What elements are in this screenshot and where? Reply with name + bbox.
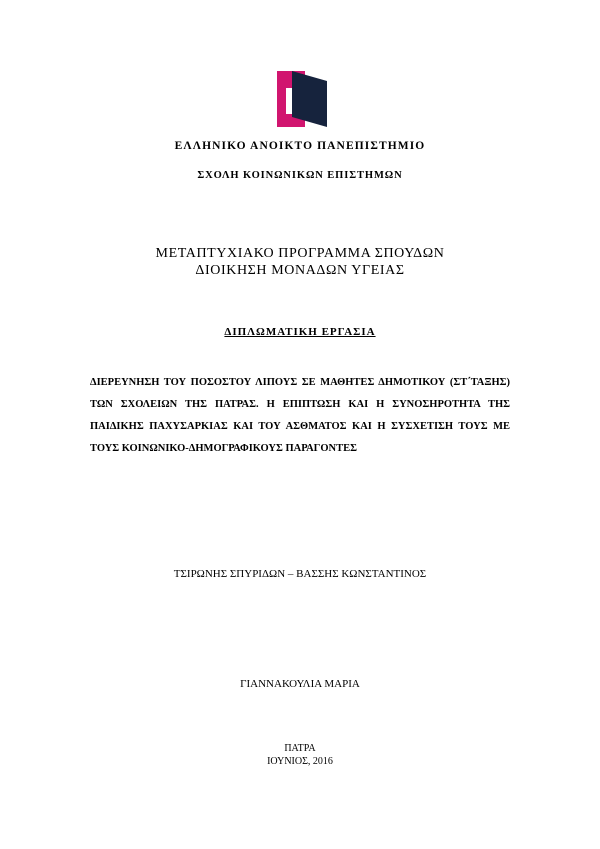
supervisor: ΓΙΑΝΝΑΚΟΥΛΙΑ ΜΑΡΙΑ (240, 678, 360, 690)
thesis-title: ΔΙΕΡΕΥΝΗΣΗ ΤΟΥ ΠΟΣΟΣΤΟΥ ΛΙΠΟΥΣ ΣΕ ΜΑΘΗΤΕΣ ΔΗΜΟΤΙΚΟΥ (ΣΤ΄ΤΑΞΗΣ) ΤΩΝ ΣΧΟΛΕΙΩΝ ΤΗΣ ΠΑΤΡΑΣ. Η ΕΠΙΠΤΩΣΗ ΚΑΙ Η ΣΥΝΟΣΗΡΟΤΗΤΑ ΤΗΣ ΠΑΙΔΙΚΗΣ ΠΑΧΥΣΑΡΚΙΑΣ ΚΑΙ ΤΟΥ ΑΣΘΜΑΤΟΣ ΚΑΙ Η ΣΥΣΧΕΤΙΣΗ ΤΟΥΣ ΜΕ ΤΟΥΣ ΚΟΙΝΩΝΙΚΟ-ΔΗΜΟΓΡΑΦΙΚΟΥΣ ΠΑΡΑΓΟΝΤΕΣ (90, 377, 510, 454)
city: ΠΑΤΡΑ (284, 743, 316, 754)
date: ΙΟΥΝΙΟΣ, 2016 (267, 756, 333, 767)
university-name: ΕΛΛΗΝΙΚΟ ΑΝΟΙΚΤΟ ΠΑΝΕΠΙΣΤΗΜΙΟ (174, 140, 426, 152)
university-logo (277, 71, 327, 127)
authors: ΤΣΙΡΩΝΗΣ ΣΠΥΡΙΔΩΝ – ΒΑΣΣΗΣ ΚΩΝΣΤΑΝΤΙΝΟΣ (173, 568, 427, 580)
university-logo-icon (277, 71, 327, 127)
program-title (0, 245, 600, 279)
thesis-type-heading: ΔΙΠΛΩΜΑΤΙΚΗ ΕΡΓΑΣΙΑ (224, 326, 376, 338)
program-title-line1: ΜΕΤΑΠΤΥΧΙΑΚΟ ΠΡΟΓΡΑΜΜΑ ΣΠΟΥΔΩΝ (155, 246, 445, 261)
program-title-line2: ΔΙΟΙΚΗΣΗ ΜΟΝΑΔΩΝ ΥΓΕΙΑΣ (195, 263, 405, 278)
school-name: ΣΧΟΛΗ ΚΟΙΝΩΝΙΚΩΝ ΕΠΙΣΤΗΜΩΝ (197, 170, 403, 181)
